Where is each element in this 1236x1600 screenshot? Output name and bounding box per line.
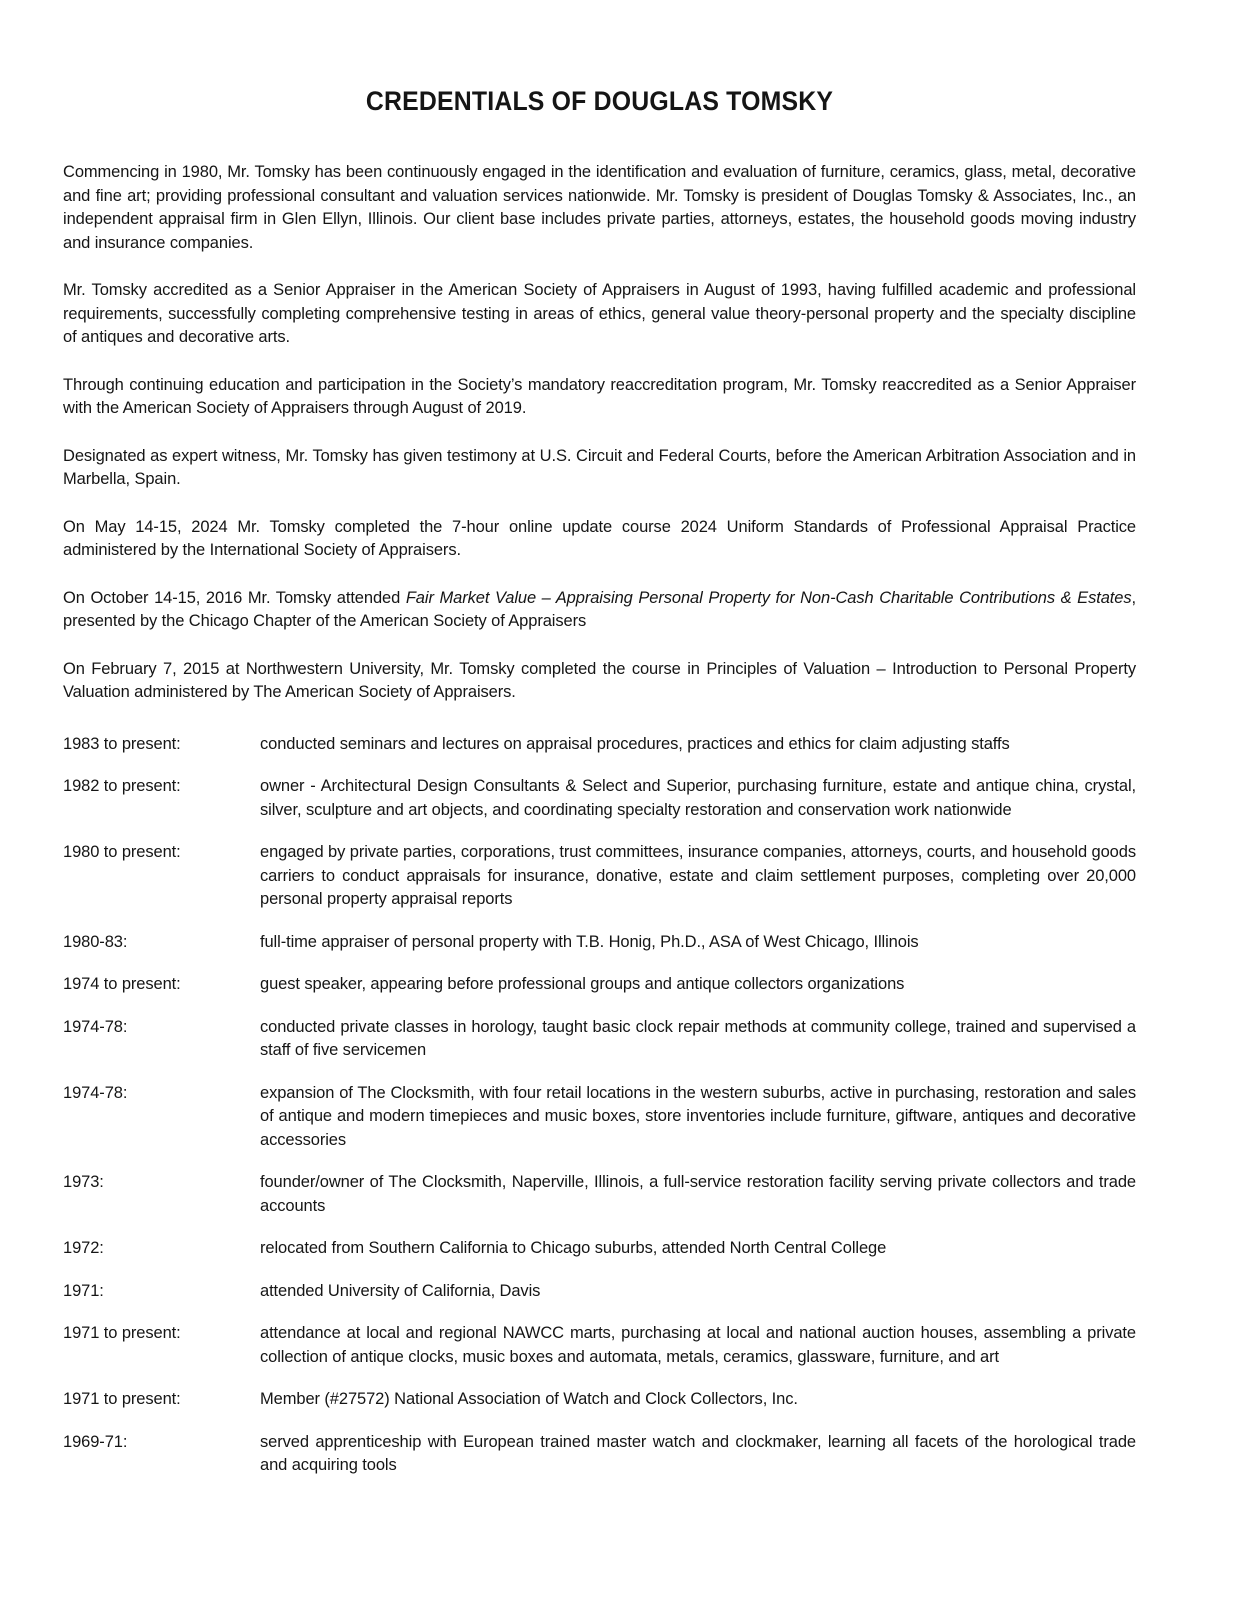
timeline-row bbox=[63, 973, 1136, 997]
paragraph-intro: Commencing in 1980, Mr. Tomsky has been continuously engaged in the identification and evaluation of furniture, ceramics, glass, metal, decorative and fine art; providing professional consultant and valuation services nationwide. Mr. Tomsky is president of Douglas Tomsky & Associates, Inc., an independent appraisal firm in Glen Ellyn, Illinois. Our client base includes private parties, attorneys, estates, the household goods moving industry and insurance companies. bbox=[63, 163, 1136, 252]
timeline-description: Member (#27572) National Association of Watch and Clock Collectors, Inc. bbox=[260, 1390, 798, 1408]
paragraph-fmv-course bbox=[63, 587, 1136, 634]
course-title-italic: Fair Market Value – Appraising Personal Property for Non-Cash Charitable Contributions & Estates bbox=[405, 588, 1132, 607]
timeline-row bbox=[63, 1016, 1136, 1063]
timeline-period: 1969-71: bbox=[63, 1432, 128, 1451]
timeline-row bbox=[63, 841, 1136, 912]
timeline-description: founder/owner of The Clocksmith, Naperville, Illinois, a full-service restoration facility serving private collectors and trade accounts bbox=[260, 1173, 1136, 1215]
timeline-description: served apprenticeship with European trained master watch and clockmaker, learning all facets of the horological trade and acquiring tools bbox=[260, 1432, 1136, 1474]
timeline-description: conducted seminars and lectures on appraisal procedures, practices and ethics for claim adjusting staffs bbox=[260, 734, 1010, 753]
timeline-period: 1973: bbox=[63, 1173, 104, 1191]
timeline-period: 1972: bbox=[63, 1239, 104, 1257]
timeline-description: attendance at local and regional NAWCC marts, purchasing at local and national auction houses, assembling a private collection of antique clocks, music boxes and automata, metals, ceramics, glassware, furniture, and art bbox=[260, 1324, 1136, 1366]
timeline-description: engaged by private parties, corporations, trust committees, insurance companies, attorneys, courts, and household goods carriers to conduct appraisals for insurance, donative, estate and claim settlement purposes, completing over 20,000 personal property appraisal reports bbox=[260, 843, 1136, 908]
timeline-row bbox=[63, 1388, 1136, 1412]
timeline-description: expansion of The Clocksmith, with four retail locations in the western suburbs, active in purchasing, restoration and sales of antique and modern timepieces and music boxes, store inventories include furniture, giftware, antiques and decorative accessories bbox=[260, 1083, 1136, 1149]
timeline-period: 1983 to present: bbox=[63, 734, 181, 753]
paragraph-text-after: , presented by the Chicago Chapter of the American Society of Appraisers bbox=[63, 588, 1136, 630]
timeline-description: attended University of California, Davis bbox=[260, 1281, 541, 1300]
paragraph-uspap-course: On May 14-15, 2024 Mr. Tomsky completed the 7-hour online update course 2024 Uniform Standards of Professional Appraisal Practice administered by the International Society of Appraisers. bbox=[63, 517, 1136, 559]
paragraph-text-before: On October 14-15, 2016 Mr. Tomsky attended bbox=[63, 588, 406, 607]
timeline-row bbox=[63, 1171, 1136, 1218]
timeline-row bbox=[63, 1237, 1136, 1261]
timeline-period: 1971 to present: bbox=[63, 1390, 181, 1408]
timeline-row bbox=[63, 931, 1136, 955]
timeline-period: 1971: bbox=[63, 1281, 104, 1300]
timeline-description: full-time appraiser of personal property with T.B. Honig, Ph.D., ASA of West Chicago, Illinois bbox=[260, 932, 919, 951]
paragraph-reaccreditation: Through continuing education and participation in the Society’s mandatory reaccreditation program, Mr. Tomsky reaccredited as a Senior Appraiser with the American Society of Appraisers through August of 2019. bbox=[63, 375, 1136, 417]
paragraph-valuation-course: On February 7, 2015 at Northwestern University, Mr. Tomsky completed the course in Principles of Valuation – Introduction to Personal Property Valuation administered by The American Society of Appraisers. bbox=[63, 659, 1136, 701]
timeline-row bbox=[63, 775, 1136, 822]
timeline-period: 1980-83: bbox=[63, 932, 128, 951]
timeline-period: 1974-78: bbox=[63, 1083, 128, 1102]
timeline-row bbox=[63, 1322, 1136, 1369]
timeline-description: owner - Architectural Design Consultants & Select and Superior, purchasing furniture, estate and antique china, crystal, silver, sculpture and art objects, and coordinating specialty restoration and conservation work nationwide bbox=[260, 777, 1136, 819]
timeline-row bbox=[63, 1280, 1136, 1304]
timeline-section bbox=[63, 733, 1136, 1478]
timeline-description: conducted private classes in horology, taught basic clock repair methods at community college, trained and supervised a staff of five servicemen bbox=[260, 1017, 1136, 1059]
timeline-period: 1974-78: bbox=[63, 1017, 128, 1036]
timeline-period: 1982 to present: bbox=[63, 777, 181, 795]
timeline-description: relocated from Southern California to Chicago suburbs, attended North Central College bbox=[260, 1239, 887, 1257]
timeline-row bbox=[63, 1082, 1136, 1153]
timeline-row bbox=[63, 1431, 1136, 1478]
page-title: CREDENTIALS OF DOUGLAS TOMSKY bbox=[365, 86, 834, 116]
paragraph-accreditation: Mr. Tomsky accredited as a Senior Appraiser in the American Society of Appraisers in August of 1993, having fulfilled academic and professional requirements, successfully completing comprehensive testing in areas of ethics, general value theory-personal property and the specialty discipline of antiques and decorative arts. bbox=[63, 281, 1136, 346]
timeline-period: 1971 to present: bbox=[63, 1324, 181, 1342]
paragraph-expert-witness: Designated as expert witness, Mr. Tomsky has given testimony at U.S. Circuit and Federal Courts, before the American Arbitration Association and in Marbella, Spain. bbox=[63, 446, 1136, 488]
timeline-row bbox=[63, 733, 1136, 757]
timeline-description: guest speaker, appearing before professional groups and antique collectors organizations bbox=[260, 975, 905, 993]
timeline-period: 1974 to present: bbox=[63, 975, 181, 993]
timeline-period: 1980 to present: bbox=[63, 843, 181, 861]
